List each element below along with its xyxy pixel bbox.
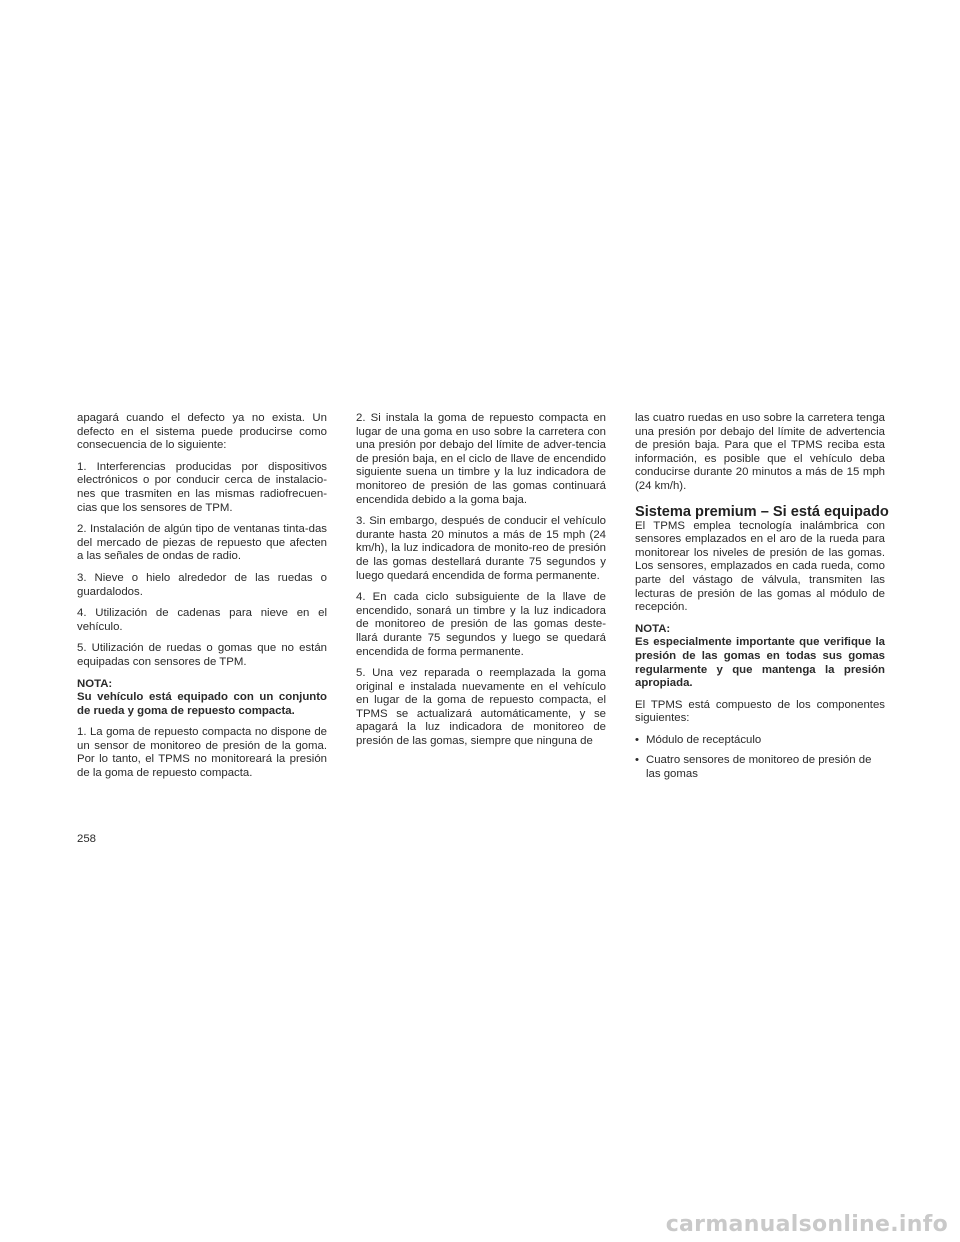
paragraph: las cuatro ruedas en uso sobre la carretera tenga una presión por debajo del límite de advertencia de presión baja. Para que el TPMS reciba esta información, es posible que el vehículo deba conducirse durante 20 minutos a más de 15 mph (24 km/h). — [635, 412, 885, 492]
list-item-text: Módulo de receptáculo — [646, 733, 762, 746]
note-label: NOTA: — [635, 622, 671, 635]
paragraph: 3. Nieve o hielo alrededor de las ruedas o guardalodos. — [77, 571, 327, 598]
column-middle — [356, 412, 606, 757]
paragraph: 4. En cada ciclo subsiguiente de la llave de encendido, sonará un timbre y la luz indicadora de monitoreo de presión de las gomas deste-llará durante 75 segundos y luego se quedará encendida de forma permanente. — [356, 591, 606, 658]
paragraph: apagará cuando el defecto ya no exista. Un defecto en el sistema puede producirse como consecuencia de lo siguiente: — [77, 412, 327, 452]
component-list — [635, 734, 885, 782]
paragraph: 2. Si instala la goma de repuesto compacta en lugar de una goma en uso sobre la carretera con una presión por debajo del límite de adver-tencia de presión baja, en el ciclo de llave de encendido siguiente suena un timbre y la luz indicadora de monitoreo de presión de las gomas continuará encendida debido a la goma baja. — [356, 412, 606, 506]
note-label: NOTA: — [77, 677, 113, 690]
column-left — [77, 412, 327, 789]
list-item — [635, 734, 885, 748]
bullet-icon: • — [635, 733, 639, 746]
paragraph: 2. Instalación de algún tipo de ventanas tinta-das del mercado de piezas de repuesto que afecten a las señales de ondas de radio. — [77, 523, 327, 563]
paragraph: El TPMS está compuesto de los componentes siguientes: — [635, 698, 885, 725]
paragraph: 4. Utilización de cadenas para nieve en el vehículo. — [77, 607, 327, 633]
paragraph: El TPMS emplea tecnología inalámbrica con sensores emplazados en el aro de la rueda para monitorear los niveles de presión de las gomas. Los sensores, emplazados en cada rueda, como parte del vástago de válvula, transmiten las lecturas de presión de las gomas al módulo de recepción. — [635, 519, 885, 614]
list-item — [635, 754, 885, 781]
note-text: Es especialmente importante que verifique la presión de las gomas en todas sus gomas regularmente y que mantenga la presión apropiada. — [635, 636, 885, 690]
column-right — [635, 412, 889, 789]
paragraph: 1. La goma de repuesto compacta no dispone de un sensor de monitoreo de presión de la goma. Por lo tanto, el TPMS no monitoreará la presión de la goma de repuesto compacta. — [77, 726, 327, 780]
watermark: carmanualsonline.info — [665, 1212, 948, 1237]
note-text: Su vehículo está equipado con un conjunto de rueda y goma de repuesto compacta. — [77, 691, 327, 717]
paragraph: 1. Interferencias producidas por dispositivos electrónicos o por conducir cerca de instalacio-nes que trasmiten en las mismas radiofrecuen-cias que los sensores de TPM. — [77, 460, 327, 514]
paragraph: 5. Una vez reparada o reemplazada la goma original e instalada nuevamente en el vehículo en lugar de la goma de repuesto compacta, el TPMS se actualizará automáticamente, y se apagará la luz indicadora de monitoreo de presión de las gomas, siempre que ninguna de — [356, 667, 606, 748]
page-number: 258 — [77, 833, 97, 845]
paragraph: 3. Sin embargo, después de conducir el vehículo durante hasta 20 minutos a más de 15 mph (24 km/h), la luz indicadora de monito-reo de presión de las gomas destellará durante 75 segundos y luego quedará encendida de forma permanente. — [356, 515, 606, 582]
paragraph: 5. Utilización de ruedas o gomas que no están equipadas con sensores de TPM. — [77, 642, 327, 668]
bullet-icon: • — [635, 754, 639, 767]
list-item-text: Cuatro sensores de monitoreo de presión de las gomas — [646, 754, 872, 781]
section-heading: Sistema premium – Si está equipado — [635, 503, 889, 520]
